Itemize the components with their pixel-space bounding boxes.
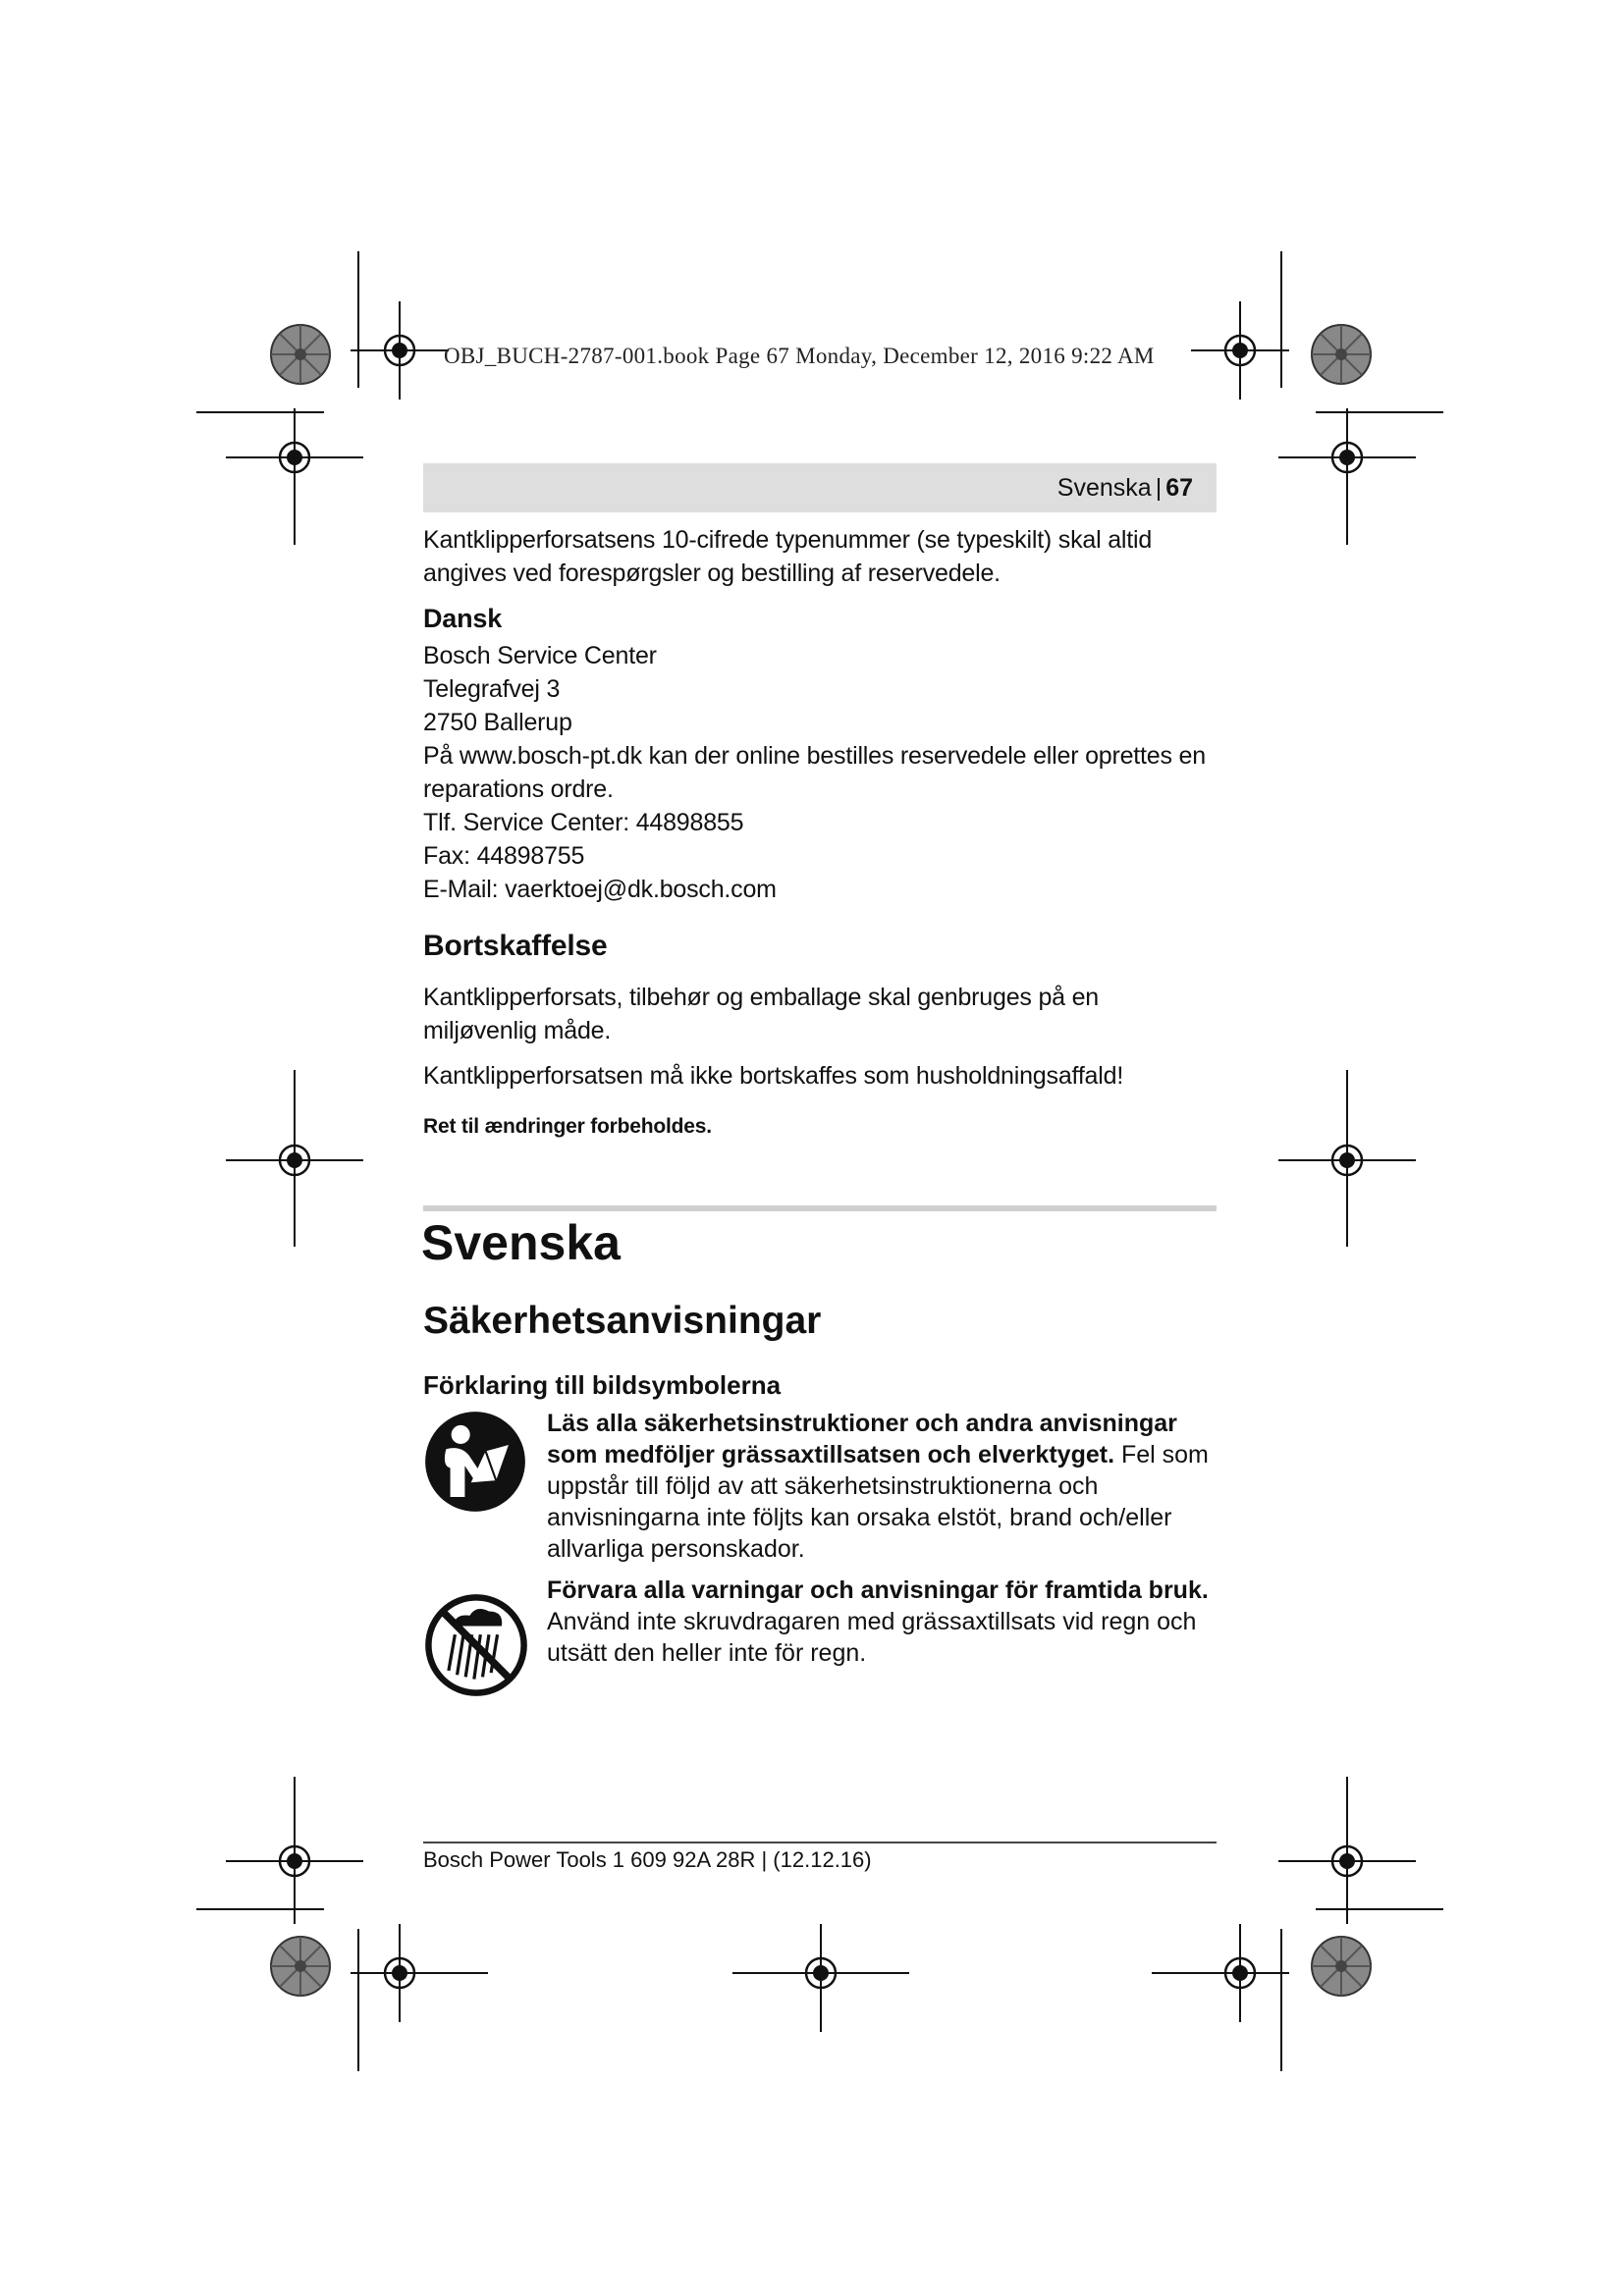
footer-divider: [423, 1842, 1217, 1843]
address-line: På www.bosch-pt.dk kan der online bestilles reservedele eller oprettes en reparations ordre.: [423, 742, 1206, 803]
manual-instruction-bold: Läs alla säkerhetsinstruktioner och andra anvisningar som medföljer grässaxtillsatsen och elverktyget.: [547, 1410, 1177, 1468]
header-language: Svenska: [1056, 474, 1152, 502]
address-line: Tlf. Service Center: 44898855: [423, 809, 744, 836]
symbols-heading: Förklaring till bildsymbolerna: [423, 1370, 782, 1400]
no-rain-icon: [423, 1592, 529, 1698]
section-title: Svenska: [421, 1215, 621, 1270]
address-line: 2750 Ballerup: [423, 709, 572, 736]
address-line: Bosch Service Center: [423, 642, 657, 669]
disposal-paragraph: Kantklipperforsatsen må ikke bortskaffes som husholdningsaffald!: [423, 1062, 1124, 1090]
keep-warnings: Förvara alla varningar och anvisningar för framtida bruk.: [547, 1576, 1209, 1604]
disposal-heading: Bortskaffelse: [423, 930, 608, 962]
manual-instruction-text: Fel som uppstår till följd av att säkerhetsinstruktionerna och anvisningarna inte följts kan orsaka elstöt, brand och/eller allvarliga personskador.: [547, 1441, 1209, 1563]
printer-slug: OBJ_BUCH-2787-001.book Page 67 Monday, December 12, 2016 9:22 AM: [444, 344, 1155, 368]
page-footer: Bosch Power Tools 1 609 92A 28R | (12.12.16): [423, 1847, 872, 1872]
address-line: Telegrafvej 3: [423, 675, 561, 703]
read-manual-icon: [423, 1410, 527, 1514]
address-line: E-Mail: vaerktoej@dk.bosch.com: [423, 876, 777, 903]
page-header: [423, 463, 1217, 512]
header-separator: |: [1155, 474, 1163, 502]
page-number: 67: [1165, 474, 1193, 502]
address-line: Fax: 44898755: [423, 842, 585, 870]
intro-paragraph: Kantklipperforsatsens 10-cifrede typenummer (se typeskilt) skal altid angives ved forespørgsler og bestilling af reservedele.: [423, 526, 1153, 587]
reserved-notice: Ret til ændringer forbeholdes.: [423, 1115, 712, 1138]
symbol-explanations: [547, 1408, 1217, 1669]
safety-heading: Säkerhetsanvisningar: [423, 1300, 822, 1342]
rain-warning: Använd inte skruvdragaren med grässaxtillsats vid regn och utsätt den heller inte för regn.: [547, 1608, 1197, 1667]
danish-section: [423, 523, 1217, 1144]
dansk-heading: Dansk: [423, 604, 503, 633]
disposal-paragraph: Kantklipperforsats, tilbehør og emballage skal genbruges på en miljøvenlig måde.: [423, 984, 1100, 1044]
